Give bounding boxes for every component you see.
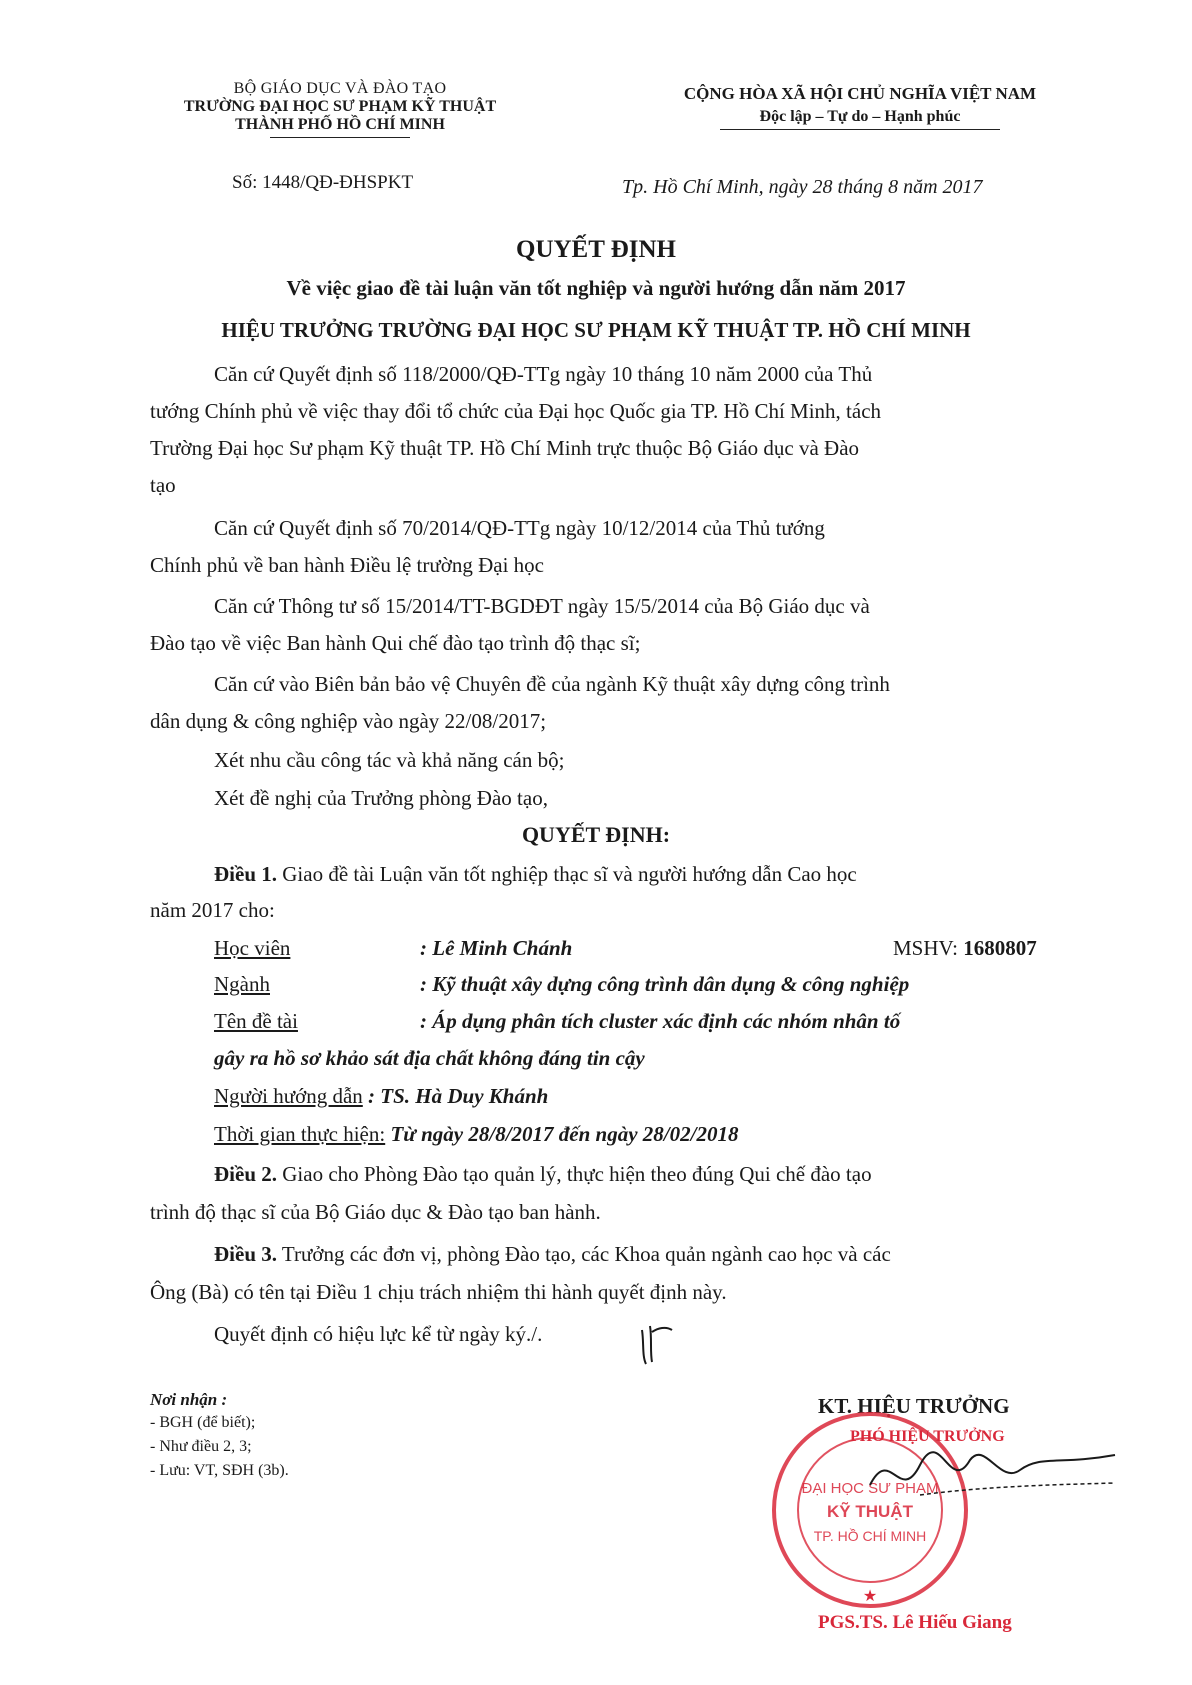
student-id-label: MSHV:: [893, 936, 958, 960]
header-left-rule: [270, 137, 410, 138]
article-3-label: Điều 3.: [214, 1242, 277, 1266]
svg-text:★: ★: [862, 1588, 878, 1605]
preamble-line: Căn cứ vào Biên bản bảo vệ Chuyên đề của ngành Kỹ thuật xây dựng công trình: [214, 672, 890, 696]
preamble-line: tạo: [150, 473, 176, 497]
student-label: Học viên: [214, 936, 291, 960]
republic-name: CỘNG HÒA XÃ HỘI CHỦ NGHĨA VIỆT NAM: [683, 84, 1037, 103]
school-name-line2: THÀNH PHỐ HỒ CHÍ MINH: [235, 116, 445, 133]
article-3-text-cont: Ông (Bà) có tên tại Điều 1 chịu trách nhiệm thi hành quyết định này.: [150, 1280, 727, 1304]
recipient-item: - Lưu: VT, SĐH (3b).: [150, 1462, 289, 1479]
recipients-heading: Nơi nhận :: [150, 1390, 228, 1409]
preamble-line: Đào tạo về việc Ban hành Qui chế đào tạo trình độ thạc sĩ;: [150, 631, 641, 655]
period-value: Từ ngày 28/8/2017 đến ngày 28/02/2018: [390, 1122, 739, 1146]
signature-subtitle: PHÓ HIỆU TRƯỞNG: [850, 1428, 1005, 1445]
student-name: : Lê Minh Chánh: [420, 936, 573, 960]
header-right-rule: [720, 129, 1000, 130]
advisor-value: : TS. Hà Duy Khánh: [368, 1084, 549, 1108]
period-label: Thời gian thực hiện:: [214, 1122, 386, 1146]
topic-label: Tên đề tài: [214, 1009, 298, 1033]
article-1: [214, 862, 857, 887]
handwritten-signature: [860, 1425, 1120, 1515]
preamble-line: dân dụng & công nghiệp vào ngày 22/08/2017;: [150, 709, 547, 733]
student-id: [893, 936, 1037, 961]
article-2: [214, 1162, 872, 1187]
advisor-label: Người hướng dẫn: [214, 1084, 363, 1108]
issuing-authority: HIỆU TRƯỞNG TRƯỜNG ĐẠI HỌC SƯ PHẠM KỸ THUẬT TP. HỒ CHÍ MINH: [221, 318, 971, 342]
preamble-line: Căn cứ Thông tư số 15/2014/TT-BGDĐT ngày 15/5/2014 của Bộ Giáo dục và: [214, 594, 870, 618]
article-1-label: Điều 1.: [214, 862, 277, 886]
preamble-line: Căn cứ Quyết định số 70/2014/QĐ-TTg ngày 10/12/2014 của Thủ tướng: [214, 516, 825, 540]
svg-text:TP. HỒ CHÍ MINH: TP. HỒ CHÍ MINH: [813, 1528, 927, 1544]
signer-name: PGS.TS. Lê Hiếu Giang: [818, 1612, 1012, 1633]
svg-text:ĐẠI HỌC SƯ PHẠM: ĐẠI HỌC SƯ PHẠM: [801, 1480, 939, 1497]
article-2-label: Điều 2.: [214, 1162, 277, 1186]
recipient-item: - BGH (để biết);: [150, 1414, 256, 1431]
preamble-line: tướng Chính phủ về việc thay đổi tổ chức của Đại học Quốc gia TP. Hồ Chí Minh, tách: [150, 399, 882, 423]
major-value: : Kỹ thuật xây dựng công trình dân dụng & công nghiệp: [420, 972, 910, 996]
topic-value-cont: gây ra hồ sơ khảo sát địa chất không đáng tin cậy: [214, 1046, 645, 1070]
issuer-header: [140, 80, 540, 138]
school-name-line1: TRƯỜNG ĐẠI HỌC SƯ PHẠM KỸ THUẬT: [183, 98, 497, 115]
preamble-line: Chính phủ về ban hành Điều lệ trường Đại học: [150, 553, 544, 577]
national-motto: Độc lập – Tự do – Hạnh phúc: [759, 108, 961, 125]
ministry-name: BỘ GIÁO DỤC VÀ ĐÀO TẠO: [233, 80, 447, 97]
signature-title: KT. HIỆU TRƯỞNG: [818, 1394, 1010, 1418]
decision-heading: QUYẾT ĐỊNH:: [521, 822, 671, 847]
document-title: QUYẾT ĐỊNH: [516, 236, 676, 263]
article-3-text: Trưởng các đơn vị, phòng Đào tạo, các Khoa quản ngành cao học và các: [281, 1242, 891, 1266]
student-id-value: 1680807: [963, 936, 1037, 960]
preamble-line: Căn cứ Quyết định số 118/2000/QĐ-TTg ngày 10 tháng 10 năm 2000 của Thủ: [214, 362, 873, 386]
document-number: Số: 1448/QĐ-ĐHSPKT: [232, 172, 414, 193]
effective-clause: Quyết định có hiệu lực kể từ ngày ký./.: [214, 1322, 543, 1346]
initials-mark: [636, 1318, 676, 1368]
article-2-text: Giao cho Phòng Đào tạo quản lý, thực hiện theo đúng Qui chế đào tạo: [282, 1162, 872, 1186]
article-2-text-cont: trình độ thạc sĩ của Bộ Giáo dục & Đào tạo ban hành.: [150, 1200, 601, 1224]
period: [214, 1122, 738, 1147]
preamble-line: Xét nhu cầu công tác và khả năng cán bộ;: [214, 748, 565, 772]
preamble-line: Trường Đại học Sư phạm Kỹ thuật TP. Hồ Chí Minh trực thuộc Bộ Giáo dục và Đào: [150, 436, 860, 460]
topic-value: : Áp dụng phân tích cluster xác định các nhóm nhân tố: [420, 1009, 901, 1033]
advisor: [214, 1084, 548, 1109]
place-date: Tp. Hồ Chí Minh, ngày 28 tháng 8 năm 2017: [622, 176, 983, 198]
article-3: [214, 1242, 891, 1267]
preamble-line: Xét đề nghị của Trưởng phòng Đào tạo,: [214, 786, 548, 810]
document-subject: Về việc giao đề tài luận văn tốt nghiệp và người hướng dẫn năm 2017: [286, 276, 906, 300]
svg-text:KỸ THUẬT: KỸ THUẬT: [827, 1502, 913, 1521]
republic-header: [600, 84, 1120, 130]
major-label: Ngành: [214, 972, 270, 996]
article-1-text-cont: năm 2017 cho:: [150, 898, 275, 922]
article-1-text: Giao đề tài Luận văn tốt nghiệp thạc sĩ và người hướng dẫn Cao học: [282, 862, 857, 886]
recipient-item: - Như điều 2, 3;: [150, 1438, 252, 1455]
